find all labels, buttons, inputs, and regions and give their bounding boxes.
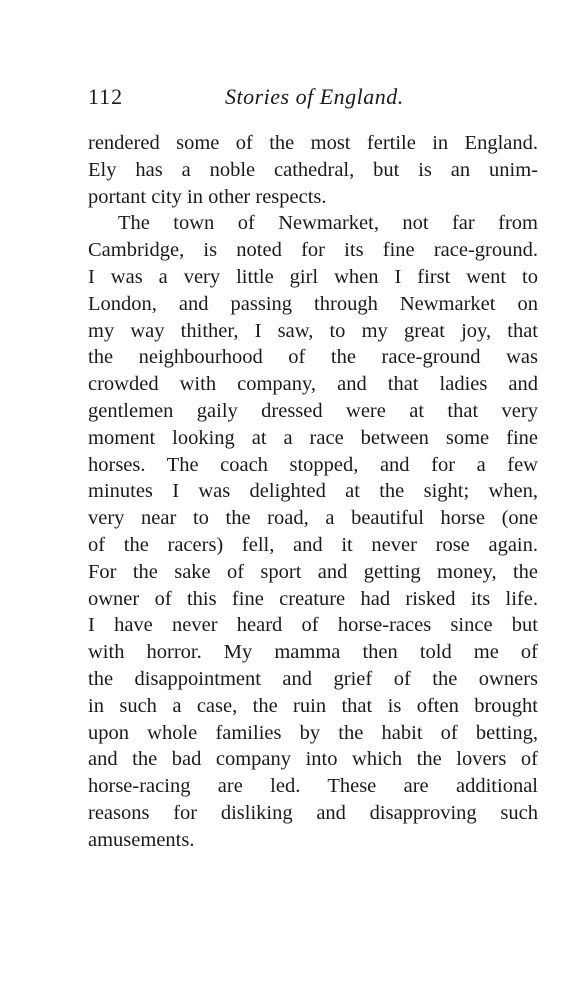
text-line: amusements. [88,828,195,851]
text-line: in such a case, the ruin that is often brought [88,694,538,717]
text-line: minutes I was delighted at the sight; when, [88,480,538,503]
text-line: my way thither, I saw, to my great joy, that [88,319,538,342]
text-line: moment looking at a race between some fine [88,426,538,449]
page-number: 112 [88,84,124,109]
text-line: upon whole families by the habit of betting, [88,721,538,744]
text-line: very near to the road, a beautiful horse (one [88,507,538,530]
paragraph-first-line: The town of Newmarket, not far from [118,212,538,235]
text-line: crowded with company, and that ladies and [88,373,538,396]
text-line: horse-racing are led. These are additional [88,775,538,798]
text-line: the disappointment and grief of the owners [88,667,538,690]
body-text [88,130,538,854]
text-line: horses. The coach stopped, and for a few [88,453,538,476]
text-line: Ely has a noble cathedral, but is an unim- [88,158,538,181]
text-line: I have never heard of horse-races since but [88,614,538,637]
text-line: London, and passing through Newmarket on [88,292,538,315]
running-head [88,84,538,114]
running-title: Stories of England. [225,84,404,109]
text-line: portant city in other respects. [88,185,327,208]
text-line: owner of this fine creature had risked its life. [88,587,538,610]
text-line: rendered some of the most fertile in England. [88,132,538,154]
text-line: and the bad company into which the lovers of [88,748,538,771]
text-line: reasons for disliking and disapproving such [88,801,538,824]
text-line: the neighbourhood of the race-ground was [88,346,538,369]
text-line: with horror. My mamma then told me of [88,641,538,664]
text-line: gentlemen gaily dressed were at that very [88,399,538,422]
text-line: of the racers) fell, and it never rose again. [88,533,538,556]
text-line: I was a very little girl when I first went to [88,265,538,288]
text-line: Cambridge, is noted for its fine race-ground. [88,239,538,262]
text-line: For the sake of sport and getting money, the [88,560,538,583]
